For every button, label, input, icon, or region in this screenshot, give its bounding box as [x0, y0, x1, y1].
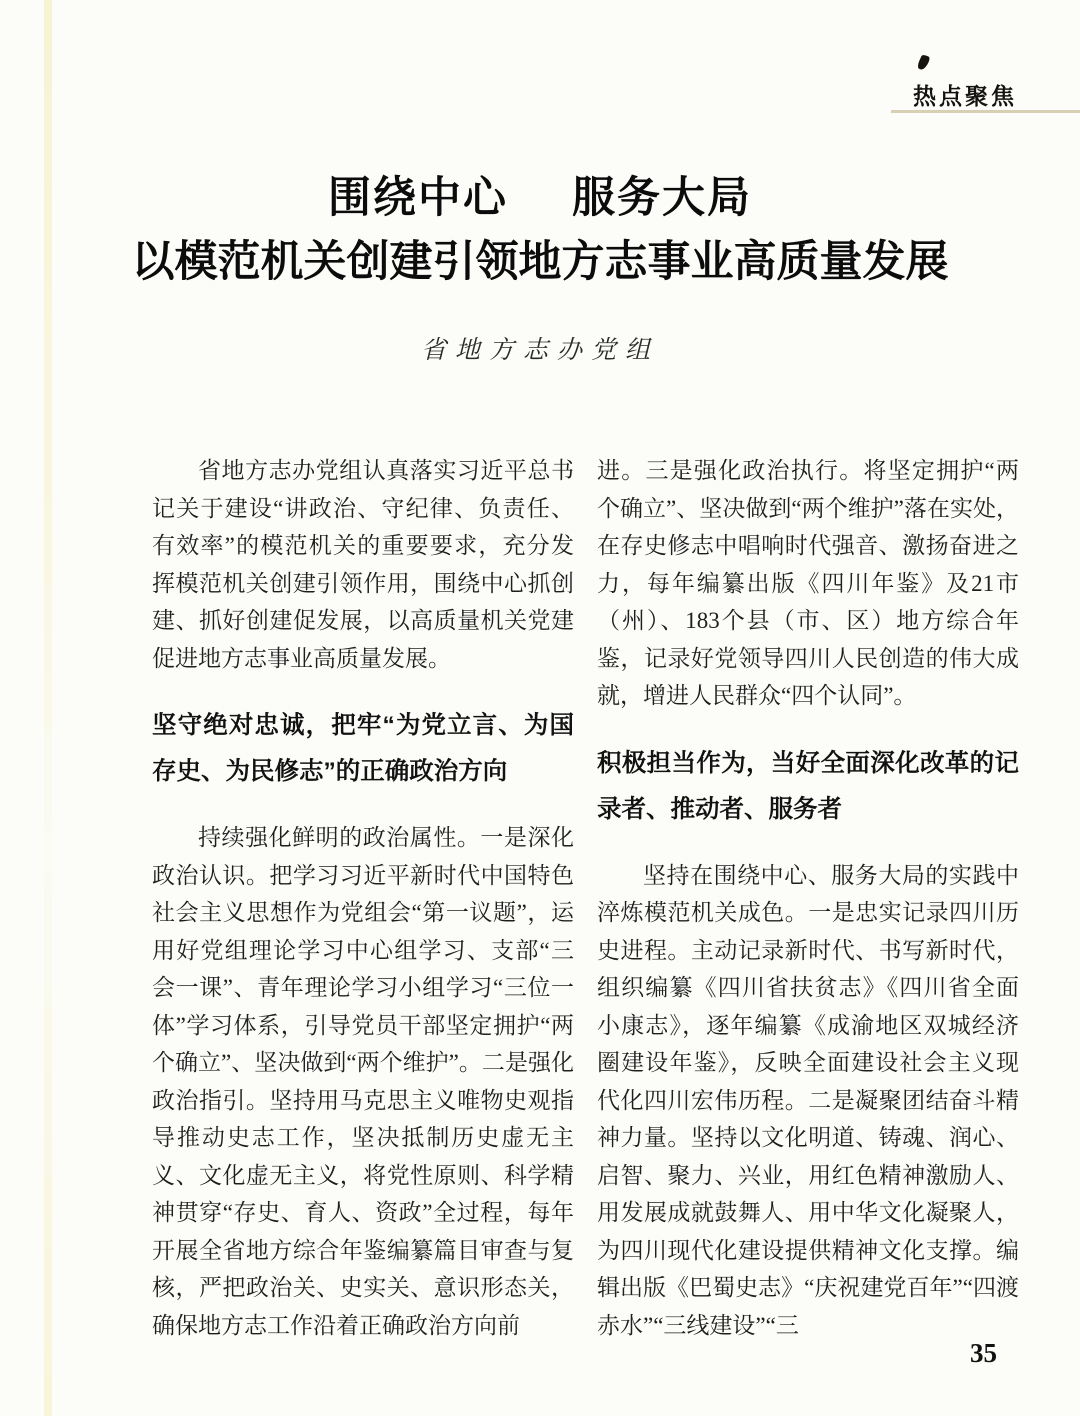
page-number: 35 — [970, 1338, 997, 1368]
right-paragraph-2: 坚持在围绕中心、服务大局的实践中淬炼模范机关成色。一是忠实记录四川历史进程。主动记录新时代、书写新时代，组织编纂《四川省扶贫志》《四川省全面小康志》，逐年编纂《成渝地区双城经济圈建设年鉴》，反映全面建设社会主义现代化四川宏伟历程。二是凝聚团结奋斗精神力量。坚持以文化明道、铸魂、润心、启智、聚力、兴业，用红色精神激励人、用发展成就鼓舞人、用中华文化凝聚人，为四川现代化建设提供精神文化支撑。编辑出版《巴蜀史志》“庆祝建党百年”“四渡赤水”“三线建设”“三 — [597, 862, 1019, 1338]
article-title-line2: 以模范机关创建引领地方志事业高质量发展 — [131, 238, 949, 286]
left-paragraph-1: 省地方志办党组认真落实习近平总书记关于建设“讲政治、守纪律、负责任、有效率”的模范机关的重要要求，充分发挥模范机关创建引领作用，围绕中心抓创建、抓好创建促发展，以高质量机关党建促进地方志事业高质量发展。 — [152, 458, 574, 671]
text-column-right — [597, 452, 1019, 1344]
left-paragraph-2: 持续强化鲜明的政治属性。一是深化政治认识。把学习习近平新时代中国特色社会主义思想作为党组会“第一议题”，运用好党组理论学习中心组学习、支部“三会一课”、青年理论学习小组学习“三位一体”学习体系，引导党员干部坚定拥护“两个确立”、坚决做到“两个维护”。二是强化政治指引。坚持用马克思主义唯物史观指导推动史志工作，坚决抵制历史虚无主义、文化虚无主义，将党性原则、科学精神贯穿“存史、育人、资政”全过程，每年开展全省地方综合年鉴编纂篇目审查与复核，严把政治关、史实关、意识形态关，确保地方志工作沿着正确政治方向前 — [152, 825, 574, 1338]
article-title-line1-part2: 服务大局 — [572, 174, 752, 222]
left-section-heading: 坚守绝对忠诚，把牢“为党立言、为国存史、为民修志”的正确政治方向 — [152, 712, 574, 785]
article-title-line1-part1: 围绕中心 — [328, 174, 508, 222]
text-column-left — [152, 452, 574, 1344]
right-paragraph-1: 进。三是强化政治执行。将坚定拥护“两个确立”、坚决做到“两个维护”落在实处，在存史修志中唱响时代强音、激扬奋进之力，每年编纂出版《四川年鉴》及21市（州）、183个县（市、区）地方综合年鉴，记录好党领导四川人民创造的伟大成就，增进人民群众“四个认同”。 — [597, 458, 1019, 708]
ink-speck — [916, 54, 930, 71]
right-section-heading: 积极担当作为，当好全面深化改革的记录者、推动者、服务者 — [597, 749, 1019, 823]
article-title-line1 — [0, 172, 1080, 224]
author-byline: 省地方志办党组 — [420, 337, 659, 364]
column-tag: 热点聚焦 — [913, 83, 1017, 109]
article-title — [0, 172, 1080, 288]
